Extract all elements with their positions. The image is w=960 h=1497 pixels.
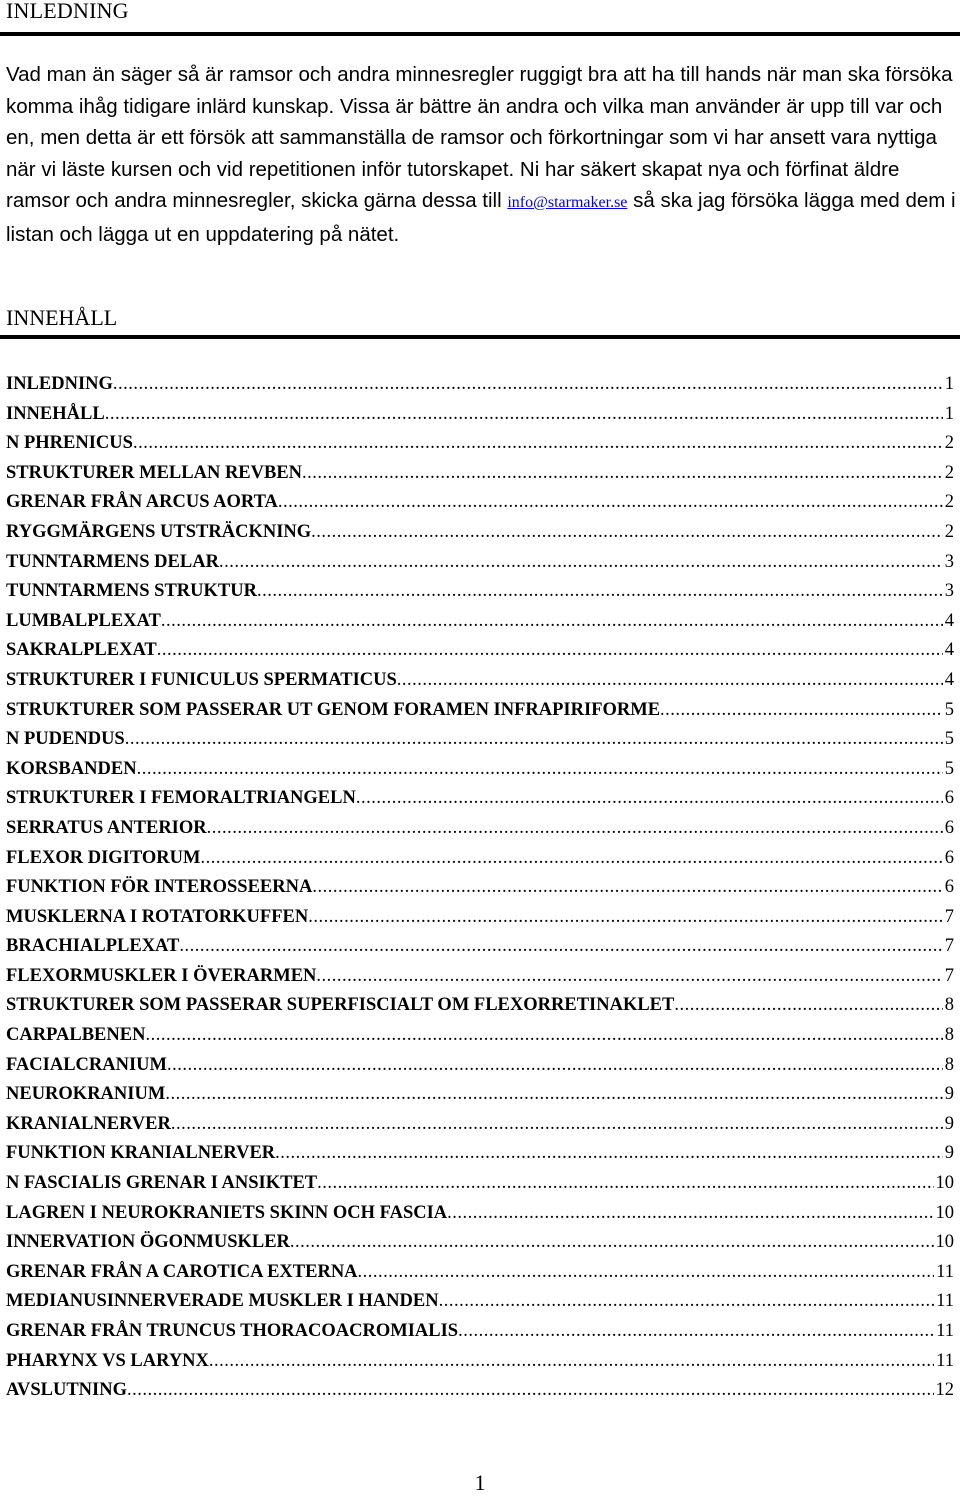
toc-entry[interactable] xyxy=(6,818,954,848)
toc-dot-leader xyxy=(179,936,942,957)
toc-dot-leader xyxy=(278,492,943,513)
toc-entry-title: STRUKTURER I FEMORALTRIANGELN xyxy=(6,788,356,809)
email-link[interactable]: info@starmaker.se xyxy=(507,194,628,211)
toc-entry-title: INNERVATION ÖGONMUSKLER xyxy=(6,1232,290,1253)
toc-entry-title: STRUKTURER SOM PASSERAR SUPERFISCIALT OM FLEXORRETINAKLET xyxy=(6,995,675,1016)
toc-entry[interactable] xyxy=(6,1173,954,1203)
toc-dot-leader xyxy=(161,611,943,632)
toc-entry[interactable] xyxy=(6,1025,954,1055)
toc-dot-leader xyxy=(200,848,942,869)
toc-entry[interactable] xyxy=(6,670,954,700)
intro-paragraph xyxy=(6,59,956,250)
toc-entry-page: 5 xyxy=(944,699,954,720)
toc-entry-title: FACIALCRANIUM xyxy=(6,1054,168,1075)
toc-dot-leader xyxy=(358,1262,935,1283)
toc-entry[interactable] xyxy=(6,404,954,434)
toc-entry[interactable] xyxy=(6,433,954,463)
toc-dot-leader xyxy=(137,759,943,780)
toc-entry[interactable] xyxy=(6,1232,954,1262)
toc-entry-title: KRANIALNERVER xyxy=(6,1113,171,1134)
toc-dot-leader xyxy=(447,1203,933,1224)
toc-entry-title: TUNNTARMENS STRUKTUR xyxy=(6,581,257,602)
toc-entry-title: SAKRALPLEXAT xyxy=(6,640,157,661)
toc-entry[interactable] xyxy=(6,907,954,937)
toc-dot-leader xyxy=(125,729,943,750)
toc-entry-title: GRENAR FRÅN TRUNCUS THORACOACROMIALIS xyxy=(6,1321,459,1341)
toc-entry-title: N PHRENICUS xyxy=(6,433,133,454)
toc-entry[interactable] xyxy=(6,552,954,582)
toc-dot-leader xyxy=(275,1143,943,1164)
toc-entry-page: 9 xyxy=(944,1143,954,1164)
toc-entry-page: 5 xyxy=(944,729,954,750)
toc-entry-page: 8 xyxy=(944,995,954,1016)
toc-entry-page: 1 xyxy=(944,403,954,424)
toc-dot-leader xyxy=(105,404,943,425)
toc-entry-page: 6 xyxy=(944,877,954,898)
toc-dot-leader xyxy=(171,1114,943,1135)
toc-entry-page: 9 xyxy=(944,1084,954,1105)
toc-entry-page: 2 xyxy=(944,492,954,513)
toc-entry[interactable] xyxy=(6,463,954,493)
toc-entry-page: 9 xyxy=(944,1113,954,1134)
toc-dot-leader xyxy=(312,877,942,898)
toc-dot-leader xyxy=(167,1055,943,1076)
toc-entry-title: CARPALBENEN xyxy=(6,1025,146,1046)
toc-dot-leader xyxy=(145,1025,942,1046)
toc-entry[interactable] xyxy=(6,788,954,818)
toc-entry-page: 11 xyxy=(936,1261,954,1282)
toc-entry[interactable] xyxy=(6,1143,954,1173)
toc-entry-title: MUSKLERNA I ROTATORKUFFEN xyxy=(6,906,309,927)
toc-entry[interactable] xyxy=(6,877,954,907)
intro-text-end: så ska jag försöka lägga med dem i listan och lägga ut en uppdatering på nätet. xyxy=(6,189,956,246)
toc-entry-title: GRENAR FRÅN ARCUS AORTA xyxy=(6,492,278,513)
toc-entry-page: 2 xyxy=(944,521,954,542)
toc-dot-leader xyxy=(308,907,943,928)
toc-entry[interactable] xyxy=(6,966,954,996)
toc-entry[interactable] xyxy=(6,1321,954,1351)
toc-entry-page: 10 xyxy=(935,1202,954,1223)
toc-entry-title: NEUROKRANIUM xyxy=(6,1084,166,1105)
toc-entry-page: 1 xyxy=(944,374,954,394)
toc-entry-title: LAGREN I NEUROKRANIETS SKINN OCH FASCIA xyxy=(6,1202,448,1223)
toc-entry-title: INNEHÅLL xyxy=(6,403,105,424)
toc-entry-page: 7 xyxy=(944,936,954,957)
toc-entry[interactable] xyxy=(6,759,954,789)
toc-entry-title: AVSLUTNING xyxy=(6,1380,127,1401)
toc-entry-title: RYGGMÄRGENS UTSTRÄCKNING xyxy=(6,521,312,542)
toc-entry-title: BRACHIALPLEXAT xyxy=(6,936,180,957)
toc-entry-page: 11 xyxy=(936,1291,954,1312)
toc-dot-leader xyxy=(302,463,943,484)
toc-entry-title: PHARYNX VS LARYNX xyxy=(6,1350,209,1371)
toc-entry-title: GRENAR FRÅN A CAROTICA EXTERNA xyxy=(6,1261,358,1282)
toc-dot-leader xyxy=(674,995,942,1016)
toc-entry-page: 3 xyxy=(944,581,954,602)
toc-entry[interactable] xyxy=(6,700,954,730)
intro-text: Vad man än säger så är ramsor och andra minnesregler ruggigt bra att ha till hands när man ska försöka komma ihåg tidigare inlärd kunskap. Vissa är bättre än andra och vilka man använder är upp till var och en, men detta är ett försök att sammanställa de ramsor och förkortningar som vi har ansett vara nyttiga när vi läste kursen och vid repetitionen inför tutorskapet. Ni har säkert skapat nya och förfinat äldre ramsor och andra minnesregler, skicka gärna dessa till xyxy=(6,63,953,212)
toc-entry[interactable] xyxy=(6,640,954,670)
toc-dot-leader xyxy=(316,966,942,987)
toc-dot-leader xyxy=(458,1321,934,1342)
toc-entry[interactable] xyxy=(6,1291,954,1321)
toc-entry-page: 6 xyxy=(944,788,954,809)
toc-entry[interactable] xyxy=(6,1055,954,1085)
toc-entry-title: INLEDNING xyxy=(6,374,113,394)
toc-entry-title: STRUKTURER I FUNICULUS SPERMATICUS xyxy=(6,669,397,690)
toc-dot-leader xyxy=(439,1291,935,1312)
toc-dot-leader xyxy=(127,1380,934,1401)
toc-entry-page: 6 xyxy=(944,847,954,868)
toc-dot-leader xyxy=(290,1232,934,1253)
toc-entry-page: 8 xyxy=(944,1054,954,1075)
toc-entry-page: 3 xyxy=(944,551,954,572)
toc-entry[interactable] xyxy=(6,581,954,611)
toc-entry-page: 12 xyxy=(935,1380,954,1401)
toc-entry[interactable] xyxy=(6,1203,954,1233)
toc-entry-title: N FASCIALIS GRENAR I ANSIKTET xyxy=(6,1173,318,1194)
toc-entry[interactable] xyxy=(6,522,954,552)
toc-dot-leader xyxy=(311,522,943,543)
section-heading-inledning: INLEDNING xyxy=(6,0,129,23)
toc-dot-leader xyxy=(397,670,943,691)
toc-dot-leader xyxy=(165,1084,942,1105)
toc-entry-title: SERRATUS ANTERIOR xyxy=(6,817,207,838)
toc-entry-page: 2 xyxy=(944,462,954,483)
toc-dot-leader xyxy=(209,1351,934,1372)
heading-divider xyxy=(0,32,960,36)
toc-entry[interactable] xyxy=(6,1380,954,1410)
toc-entry-title: TUNNTARMENS DELAR xyxy=(6,551,219,572)
toc-entry-page: 11 xyxy=(936,1350,954,1371)
toc-entry-page: 4 xyxy=(944,669,954,690)
contents-divider xyxy=(0,335,960,339)
toc-entry[interactable] xyxy=(6,995,954,1025)
table-of-contents xyxy=(6,374,954,1410)
toc-entry-page: 5 xyxy=(944,758,954,779)
toc-entry-title: N PUDENDUS xyxy=(6,729,125,750)
toc-entry[interactable] xyxy=(6,1084,954,1114)
toc-entry-title: KORSBANDEN xyxy=(6,758,137,779)
section-heading-innehall: INNEHÅLL xyxy=(6,305,118,330)
toc-dot-leader xyxy=(257,581,943,602)
toc-entry-page: 10 xyxy=(935,1173,954,1194)
toc-dot-leader xyxy=(133,433,943,454)
toc-dot-leader xyxy=(356,788,943,809)
toc-entry-page: 4 xyxy=(944,640,954,661)
toc-entry[interactable] xyxy=(6,374,954,404)
toc-entry-page: 6 xyxy=(944,817,954,838)
toc-entry-page: 11 xyxy=(936,1321,954,1341)
toc-entry-title: FLEXORMUSKLER I ÖVERARMEN xyxy=(6,965,317,986)
toc-entry[interactable] xyxy=(6,492,954,522)
toc-entry-page: 7 xyxy=(944,906,954,927)
toc-entry[interactable] xyxy=(6,1114,954,1144)
toc-entry-title: FUNKTION FÖR INTEROSSEERNA xyxy=(6,877,313,898)
toc-entry[interactable] xyxy=(6,848,954,878)
toc-entry-title: STRUKTURER MELLAN REVBEN xyxy=(6,462,303,483)
toc-dot-leader xyxy=(113,374,943,395)
toc-entry[interactable] xyxy=(6,1262,954,1292)
toc-dot-leader xyxy=(317,1173,933,1194)
toc-entry-page: 7 xyxy=(944,965,954,986)
toc-entry-title: FLEXOR DIGITORUM xyxy=(6,847,201,868)
page-number: 1 xyxy=(474,1470,486,1495)
toc-entry[interactable] xyxy=(6,611,954,641)
toc-entry-page: 8 xyxy=(944,1025,954,1046)
toc-entry-page: 10 xyxy=(935,1232,954,1253)
toc-dot-leader xyxy=(219,552,943,573)
toc-entry-title: FUNKTION KRANIALNERVER xyxy=(6,1143,276,1164)
toc-entry-page: 4 xyxy=(944,610,954,631)
toc-entry-page: 2 xyxy=(944,433,954,454)
toc-entry-title: LUMBALPLEXAT xyxy=(6,610,161,631)
toc-entry-title: MEDIANUSINNERVERADE MUSKLER I HANDEN xyxy=(6,1291,439,1312)
toc-dot-leader xyxy=(660,700,943,721)
toc-dot-leader xyxy=(157,640,943,661)
toc-entry[interactable] xyxy=(6,936,954,966)
toc-entry[interactable] xyxy=(6,729,954,759)
toc-entry-title: STRUKTURER SOM PASSERAR UT GENOM FORAMEN INFRAPIRIFORME xyxy=(6,699,661,720)
toc-entry[interactable] xyxy=(6,1351,954,1381)
toc-dot-leader xyxy=(207,818,943,839)
